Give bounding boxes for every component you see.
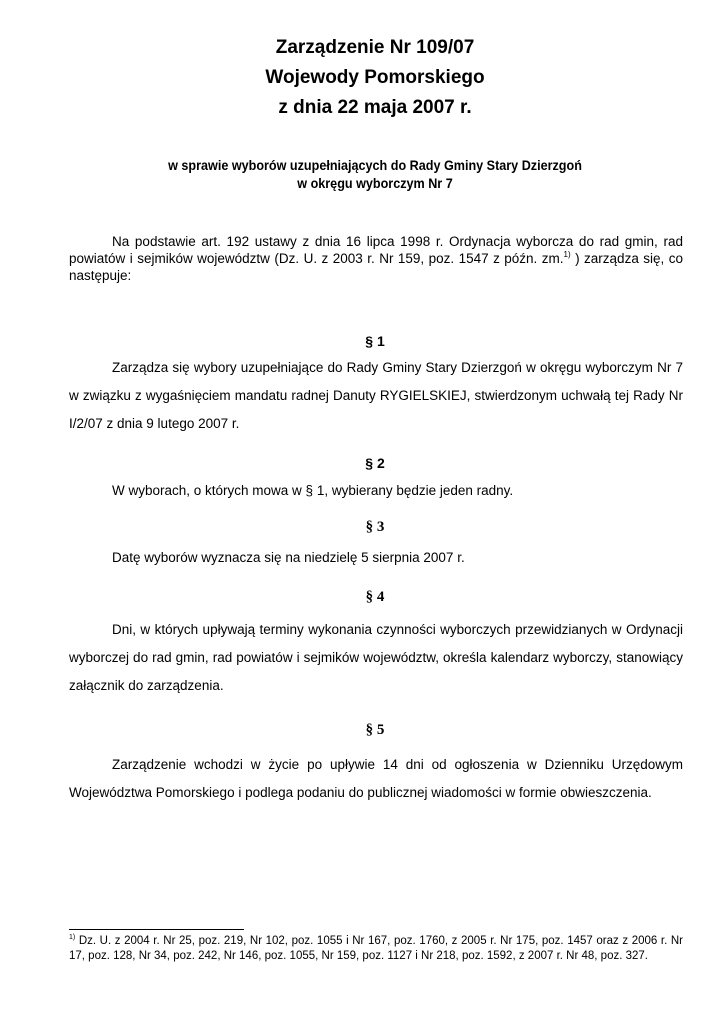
section-2-text: W wyborach, o których mowa w § 1, wybierany będzie jeden radny.	[112, 483, 514, 498]
subject-line-1: w sprawie wyborów uzupełniających do Rady Gminy Stary Dzierzgoń	[168, 157, 582, 173]
footnote-reference: 1)	[563, 250, 571, 259]
section-1-heading: § 1	[365, 333, 385, 349]
footnote	[69, 934, 683, 964]
section-5-text: Zarządzenie wchodzi w życie po upływie 14 dni od ogłoszenia w Dzienniku Urzędowym Województwa Pomorskiego i podlega podaniu do publicznej wiadomości w formie obwieszczenia.	[69, 757, 683, 800]
subject-line-2: w okręgu wyborczym Nr 7	[297, 175, 453, 191]
document-title-line-2: Wojewody Pomorskiego	[265, 67, 485, 88]
section-4-heading: § 4	[365, 589, 385, 605]
preamble-text-end: ) zarządza się, co następuje:	[69, 251, 683, 283]
section-5-heading: § 5	[365, 722, 385, 738]
document-title-line-3: z dnia 22 maja 2007 r.	[278, 97, 472, 118]
section-1-text: Zarządza się wybory uzupełniające do Rady Gminy Stary Dzierzgoń w okręgu wyborczym Nr 7 w związku z wygaśnięciem mandatu radnej Danuty RYGIELSKIEJ, stwierdzonym uchwałą tej Rady Nr I/2/07 z dnia 9 lutego 2007 r.	[69, 360, 683, 431]
preamble-paragraph	[69, 233, 683, 284]
footnote-separator	[69, 929, 244, 930]
section-3-heading: § 3	[365, 519, 385, 535]
section-2-heading: § 2	[365, 455, 385, 471]
section-4-text: Dni, w których upływają terminy wykonania czynności wyborczych przewidzianych w Ordynacji wyborczej do rad gmin, rad powiatów i sejmików województw, określa kalendarz wyborczy, stanowiący załącznik do zarządzenia.	[69, 622, 683, 693]
footnote-text: Dz. U. z 2004 r. Nr 25, poz. 219, Nr 102, poz. 1055 i Nr 167, poz. 1760, z 2005 r. Nr 175, poz. 1457 oraz z 2006 r. Nr 17, poz. 128, Nr 34, poz. 242, Nr 146, poz. 1055, Nr 159, poz. 1127 i Nr 218, poz. 1592, z 2007 r. Nr 48, poz. 327.	[69, 935, 683, 962]
preamble-text: Na podstawie art. 192 ustawy z dnia 16 lipca 1998 r. Ordynacja wyborcza do rad gmin, rad powiatów i sejmików województw (Dz. U. z 2003 r. Nr 159, poz. 1547 z późn. zm.	[69, 234, 683, 266]
footnote-marker: 1)	[69, 934, 76, 941]
document-title-line-1: Zarządzenie Nr 109/07	[275, 37, 475, 58]
section-3-text: Datę wyborów wyznacza się na niedzielę 5 sierpnia 2007 r.	[112, 550, 465, 565]
